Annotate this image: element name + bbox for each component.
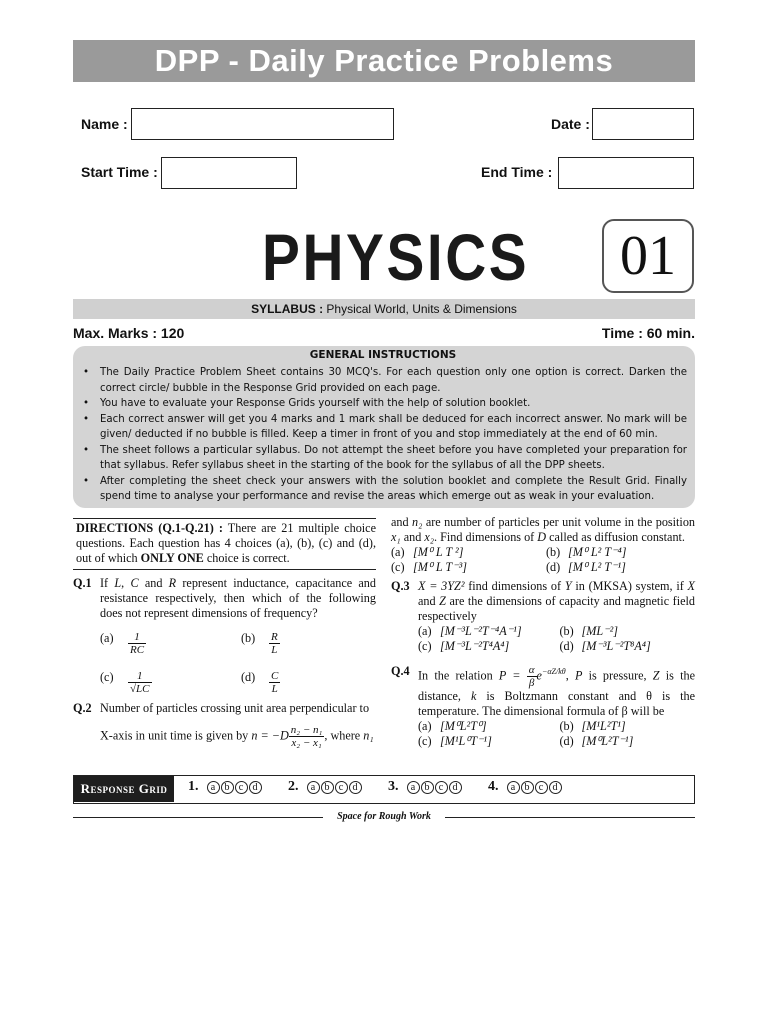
numerator: α bbox=[528, 664, 535, 676]
option-label: (d) bbox=[546, 560, 561, 574]
option-value: [M⁻³L⁻²T⁸A⁴] bbox=[581, 639, 651, 653]
question-3 bbox=[0, 579, 695, 654]
q3-text: find dimensions of bbox=[464, 579, 565, 593]
q3-var: Y bbox=[564, 579, 572, 593]
q4-option-d bbox=[560, 734, 696, 749]
option-label: (c) bbox=[418, 734, 432, 748]
option-value: [M⁰L²T⁰] bbox=[440, 719, 487, 733]
q3-var: X bbox=[687, 579, 695, 593]
end-time-field[interactable] bbox=[558, 157, 694, 189]
q1-text: If bbox=[100, 576, 115, 590]
q3-text: and bbox=[418, 594, 440, 608]
denominator: β bbox=[528, 677, 535, 689]
numerator: 1 bbox=[128, 670, 152, 683]
instruction-item: • After completing the sheet check your answers with the solution booklet and complete the Result Grid. Finally spend time to analyse your performance and revise the areas which emerge out as weak in your evaluation. bbox=[79, 474, 687, 505]
q3-option-b bbox=[560, 624, 696, 639]
q2-text: and bbox=[400, 530, 425, 544]
q2-option-b bbox=[546, 545, 695, 560]
q3-option-a bbox=[418, 624, 554, 639]
option-label: (b) bbox=[241, 631, 256, 645]
question-4 bbox=[0, 664, 695, 749]
option-label: (d) bbox=[559, 639, 574, 653]
instruction-item: • You have to evaluate your Response Grids yourself with the help of solution booklet. bbox=[79, 396, 687, 412]
name-field[interactable] bbox=[131, 108, 394, 140]
q2-var: D bbox=[537, 530, 547, 544]
numerator: R bbox=[271, 631, 278, 643]
q2-text: called as diffusion constant. bbox=[546, 530, 685, 544]
option-label: (c) bbox=[391, 560, 405, 574]
option-label: (a) bbox=[391, 545, 405, 559]
option-label: (a) bbox=[418, 719, 432, 733]
option-label: (b) bbox=[559, 624, 574, 638]
bubble-d[interactable]: d bbox=[349, 781, 362, 794]
name-label: Name : bbox=[81, 116, 128, 132]
q4-equation: P = bbox=[498, 668, 521, 683]
bubble-c[interactable]: c bbox=[435, 781, 448, 794]
q2-var: x₁ bbox=[391, 530, 401, 544]
bubble-c[interactable]: c bbox=[335, 781, 348, 794]
bubble-a[interactable]: a bbox=[507, 781, 520, 794]
numerator: C bbox=[271, 670, 279, 682]
bubble-d[interactable]: d bbox=[549, 781, 562, 794]
rough-work-label: Space for Rough Work bbox=[337, 811, 431, 822]
question-number: Q.2 bbox=[73, 701, 92, 715]
option-value: [M⁻³L⁻²T⁴A⁴] bbox=[440, 639, 510, 653]
grid-question-number: 3. bbox=[388, 779, 399, 794]
denominator: x₂ − x₁ bbox=[291, 737, 322, 749]
q2-var: x₂ bbox=[424, 530, 435, 544]
directions-emphasis: ONLY ONE bbox=[140, 551, 204, 565]
q2-options bbox=[391, 545, 695, 575]
q2-var: n₂ bbox=[412, 515, 423, 529]
q3-option-d bbox=[560, 639, 696, 654]
option-value: [M¹L²T¹] bbox=[581, 719, 626, 733]
syllabus-text: Physical World, Units & Dimensions bbox=[326, 302, 517, 316]
q2-text: . Find dimensions of bbox=[434, 530, 538, 544]
option-value: [M⁰ L T⁻³] bbox=[413, 560, 468, 574]
q4-var: Z bbox=[652, 668, 660, 683]
bubble-a[interactable]: a bbox=[307, 781, 320, 794]
grid-question-number: 4. bbox=[488, 779, 499, 794]
q4-text: is the distance, bbox=[418, 668, 695, 703]
q3-options bbox=[418, 624, 695, 654]
q4-options bbox=[418, 719, 695, 749]
q1-var-c: C bbox=[130, 576, 139, 590]
q1-text: represent inductance, capacitance and resistance respectively, then which of the following does not represent dimensions of frequency? bbox=[100, 576, 376, 620]
question-number: Q.3 bbox=[391, 579, 410, 593]
bubble-b[interactable]: b bbox=[421, 781, 434, 794]
option-value: [M⁰ L² T⁻⁴] bbox=[568, 545, 627, 559]
bubble-b[interactable]: b bbox=[521, 781, 534, 794]
general-instructions bbox=[73, 346, 695, 508]
q4-var: P bbox=[574, 668, 583, 683]
option-value: [M⁰ L T ²] bbox=[413, 545, 464, 559]
bubble-b[interactable]: b bbox=[321, 781, 334, 794]
bubble-d[interactable]: d bbox=[449, 781, 462, 794]
bubble-c[interactable]: c bbox=[235, 781, 248, 794]
option-label: (a) bbox=[100, 631, 114, 645]
q2-equation: n = −D bbox=[251, 728, 289, 743]
max-marks: Max. Marks : 120 bbox=[73, 325, 185, 341]
option-value: [M⁰ L² T⁻¹] bbox=[568, 560, 626, 574]
start-time-field[interactable] bbox=[161, 157, 297, 189]
option-label: (d) bbox=[241, 670, 256, 684]
instruction-item: • The sheet follows a particular syllabus. Do not attempt the sheet before you have completed your preparation for that syllabus. Refer syllabus sheet in the starting of the book for the syllabus of all the DPP sheets. bbox=[79, 443, 687, 474]
numerator: 1 bbox=[128, 631, 146, 644]
q4-text: In the relation bbox=[418, 668, 499, 683]
option-label: (a) bbox=[418, 624, 432, 638]
denominator: L bbox=[271, 683, 278, 695]
option-label: (c) bbox=[100, 670, 114, 684]
fraction bbox=[527, 664, 537, 689]
q3-equation: X = 3YZ² bbox=[418, 579, 465, 593]
option-value: [ML⁻²] bbox=[581, 624, 619, 638]
date-field[interactable] bbox=[592, 108, 694, 140]
denominator: L bbox=[271, 644, 278, 656]
option-label: (c) bbox=[418, 639, 432, 653]
q1-var-l: L bbox=[114, 576, 122, 590]
response-grid-label: Response Grid bbox=[74, 776, 174, 802]
numerator: n₂ − n₁ bbox=[290, 724, 323, 736]
option-label: (b) bbox=[546, 545, 561, 559]
bubble-c[interactable]: c bbox=[535, 781, 548, 794]
end-time-label: End Time : bbox=[481, 164, 553, 180]
page-title-banner: DPP - Daily Practice Problems bbox=[73, 40, 695, 82]
syllabus-bar bbox=[73, 299, 695, 319]
rough-work-divider bbox=[73, 811, 695, 825]
question-number: Q.4 bbox=[391, 664, 410, 678]
q4-text: is pressure, bbox=[582, 668, 653, 683]
instruction-item: • Each correct answer will get you 4 marks and 1 mark shall be deduced for each incorrect answer. No mark will be given/ deducted if no bubble is filled. Keep a timer in front of you and stop immediately at the end of 60 min. bbox=[79, 412, 687, 443]
q3-text: are the dimensions of capacity and magnetic field respectively bbox=[418, 594, 695, 623]
q3-option-c bbox=[418, 639, 554, 654]
response-grid-question-3 bbox=[388, 779, 463, 795]
q2-text: Number of particles crossing unit area perpendicular to bbox=[100, 701, 370, 715]
q1-var-r: R bbox=[168, 576, 177, 590]
directions-text-end: choice is correct. bbox=[203, 551, 290, 565]
option-label: (b) bbox=[559, 719, 574, 733]
q4-var: k bbox=[470, 689, 477, 703]
option-label: (d) bbox=[559, 734, 574, 748]
q3-var: Z bbox=[439, 594, 446, 608]
dpp-number-badge: 01 bbox=[602, 219, 694, 293]
q2-text: and bbox=[391, 515, 413, 529]
subject-title: PHYSICS bbox=[262, 220, 530, 294]
directions bbox=[73, 518, 376, 570]
option-value: [M⁰L²T⁻¹] bbox=[581, 734, 634, 748]
q3-text: in (MKSA) system, if bbox=[571, 579, 688, 593]
q2-text: , where bbox=[324, 728, 364, 743]
q4-option-b bbox=[560, 719, 696, 734]
grid-question-number: 1. bbox=[188, 779, 199, 794]
q1-text: , bbox=[121, 576, 131, 590]
q4-exponent: −αZ/kθ bbox=[541, 667, 566, 677]
response-grid-question-1 bbox=[188, 779, 263, 795]
q4-text: is Boltzmann constant and θ is the temperature. The dimensional formula of β will be bbox=[418, 689, 695, 718]
question-number: Q.1 bbox=[73, 576, 92, 590]
bubble-a[interactable]: a bbox=[207, 781, 220, 794]
instruction-item: • The Daily Practice Problem Sheet contains 30 MCQ's. For each question only one option is correct. Darken the correct circle/ bubble in the Response Grid provided on each page. bbox=[79, 365, 687, 396]
option-value: [M¹L⁰T⁻¹] bbox=[440, 734, 492, 748]
q2-var: n₁ bbox=[363, 728, 374, 743]
instructions-list bbox=[79, 365, 687, 505]
q4-text: , bbox=[565, 668, 575, 683]
q4-option-a bbox=[418, 719, 554, 734]
directions-heading: DIRECTIONS (Q.1-Q.21) : bbox=[76, 521, 223, 535]
bubble-d[interactable]: d bbox=[249, 781, 262, 794]
denominator: RC bbox=[130, 644, 145, 656]
q1-text: and bbox=[138, 576, 169, 590]
q2-text: X-axis in unit time is given by bbox=[100, 728, 252, 743]
questions-right-column bbox=[391, 515, 695, 749]
q4-option-c bbox=[418, 734, 554, 749]
response-grid bbox=[73, 775, 695, 804]
q2-option-a bbox=[391, 545, 540, 560]
response-grid-question-2 bbox=[288, 779, 363, 795]
syllabus-label: SYLLABUS : bbox=[251, 302, 324, 316]
date-label: Date : bbox=[551, 116, 590, 132]
grid-question-number: 2. bbox=[288, 779, 299, 794]
directions-text: There are 21 multiple choice questions. Each question has 4 choices (a), (b), (c) and (d), out of which bbox=[76, 521, 376, 565]
response-grid-question-4 bbox=[488, 779, 563, 795]
start-time-label: Start Time : bbox=[81, 164, 158, 180]
instructions-title: GENERAL INSTRUCTIONS bbox=[309, 349, 457, 361]
bubble-b[interactable]: b bbox=[221, 781, 234, 794]
denominator: √LC bbox=[130, 683, 150, 695]
time-limit: Time : 60 min. bbox=[601, 325, 695, 341]
q4-exponential: e bbox=[536, 668, 542, 683]
q2-option-d bbox=[546, 560, 695, 575]
q2-option-c bbox=[391, 560, 540, 575]
option-value: [M⁻³L⁻²T⁻⁴A⁻¹] bbox=[440, 624, 522, 638]
q2-continuation bbox=[391, 515, 695, 545]
bubble-a[interactable]: a bbox=[407, 781, 420, 794]
q2-text: are number of particles per unit volume in the position bbox=[422, 515, 696, 529]
